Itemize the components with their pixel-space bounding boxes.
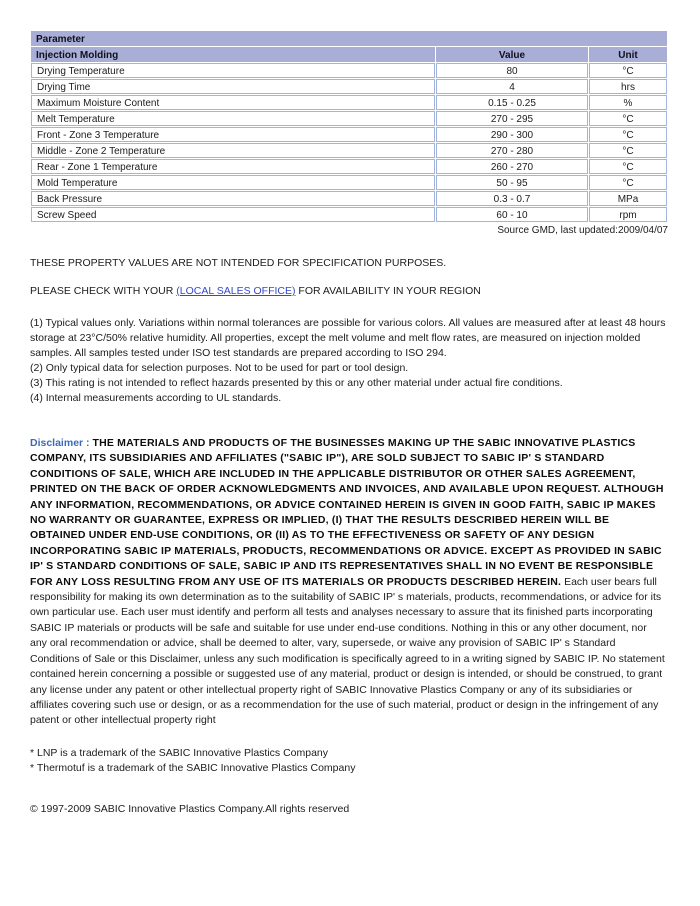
footnote: (2) Only typical data for selection purposes. Not to be used for part or tool design. <box>30 362 409 374</box>
parameter-cell: Screw Speed <box>31 207 435 222</box>
value-cell: 50 - 95 <box>436 175 588 190</box>
table-row <box>31 207 667 222</box>
source-note: Source GMD, last updated:2009/04/07 <box>497 225 668 236</box>
value-cell: 60 - 10 <box>436 207 588 222</box>
region-availability-notice <box>30 284 668 298</box>
trademarks <box>30 746 668 776</box>
column-header-unit: Unit <box>589 47 667 62</box>
value-cell: 0.3 - 0.7 <box>436 191 588 206</box>
disclaimer-bold-text: THE MATERIALS AND PRODUCTS OF THE BUSINESSES MAKING UP THE SABIC INNOVATIVE PLASTICS COMPANY, ITS SUBSIDIARIES AND AFFILIATES ("SABIC IP"), ARE SOLD SUBJECT TO SABIC IP' S STANDARD CONDITIONS OF SALE, WHICH ARE INCLUDED IN THE APPLICABLE DISTRIBUTOR OR OTHER SALES AGREEMENT, PRINTED ON THE BACK OF ORDER ACKNOWLEDGMENTS AND INVOICES, AND AVAILABLE UPON REQUEST. ALTHOUGH ANY INFORMATION, RECOMMENDATIONS, OR ADVICE CONTAINED HEREIN IS GIVEN IN GOOD FAITH, SABIC IP MAKES NO WARRANTY OR GUARANTEE, EXPRESS OR IMPLIED, (I) THAT THE RESULTS DESCRIBED HEREIN WILL BE OBTAINED UNDER END-USE CONDITIONS, OR (II) AS TO THE EFFECTIVENESS OR SAFETY OF ANY DESIGN INCORPORATING SABIC IP MATERIALS, PRODUCTS, RECOMMENDATIONS OR ADVICE. EXCEPT AS PROVIDED IN SABIC IP' S STANDARD CONDITIONS OF SALE, SABIC IP AND ITS REPRESENTATIVES SHALL IN NO EVENT BE RESPONSIBLE FOR ANY LOSS RESULTING FROM ANY USE OF ITS MATERIALS OR PRODUCTS DESCRIBED HEREIN. <box>30 437 664 588</box>
table-row <box>31 127 667 142</box>
unit-cell: °C <box>589 111 667 126</box>
parameter-cell: Maximum Moisture Content <box>31 95 435 110</box>
unit-cell: hrs <box>589 79 667 94</box>
table-row <box>31 95 667 110</box>
unit-cell: % <box>589 95 667 110</box>
trademark-line: * Thermotuf is a trademark of the SABIC Innovative Plastics Company <box>30 761 356 774</box>
parameter-cell: Drying Temperature <box>31 63 435 78</box>
value-cell: 4 <box>436 79 588 94</box>
value-cell: 80 <box>436 63 588 78</box>
region-notice-suffix: FOR AVAILABILITY IN YOUR REGION <box>298 285 481 297</box>
table-title: Parameter <box>31 31 667 46</box>
table-row <box>31 143 667 158</box>
column-header-parameter: Injection Molding <box>31 47 435 62</box>
unit-cell: °C <box>589 159 667 174</box>
copyright-line: © 1997-2009 SABIC Innovative Plastics Company.All rights reserved <box>30 802 350 815</box>
unit-cell: °C <box>589 175 667 190</box>
table-row <box>31 175 667 190</box>
footnote: (3) This rating is not intended to reflect hazards presented by this or any other material under actual fire conditions. <box>30 377 563 389</box>
value-cell: 290 - 300 <box>436 127 588 142</box>
trademark-line: * LNP is a trademark of the SABIC Innovative Plastics Company <box>30 746 329 759</box>
value-cell: 0.15 - 0.25 <box>436 95 588 110</box>
table-row <box>31 79 667 94</box>
table-title-row <box>31 31 667 46</box>
footnote: (1) Typical values only. Variations within normal tolerances are possible for various colors. All values are measured after at least 48 hours storage at 23°C/50% relative humidity. All properties, except the melt volume and melt flow rates, are measured on injection molded samples. All samples tested under ISO test standards are prepared according to ISO 294. <box>30 317 666 359</box>
parameter-cell: Front - Zone 3 Temperature <box>31 127 435 142</box>
table-row <box>31 111 667 126</box>
value-cell: 270 - 295 <box>436 111 588 126</box>
region-notice-prefix: PLEASE CHECK WITH YOUR <box>30 285 174 297</box>
unit-cell: °C <box>589 143 667 158</box>
value-cell: 260 - 270 <box>436 159 588 174</box>
disclaimer-paragraph <box>30 436 666 729</box>
footnote: (4) Internal measurements according to UL standards. <box>30 392 282 404</box>
specification-notice: THESE PROPERTY VALUES ARE NOT INTENDED FOR SPECIFICATION PURPOSES. <box>30 257 447 269</box>
table-row <box>31 159 667 174</box>
unit-cell: MPa <box>589 191 667 206</box>
footnotes <box>30 316 666 406</box>
table-header-row <box>31 47 667 62</box>
table-row <box>31 191 667 206</box>
parameter-cell: Melt Temperature <box>31 111 435 126</box>
parameter-cell: Mold Temperature <box>31 175 435 190</box>
parameter-cell: Middle - Zone 2 Temperature <box>31 143 435 158</box>
parameter-table <box>30 30 668 223</box>
unit-cell: °C <box>589 63 667 78</box>
disclaimer-label: Disclaimer : <box>30 437 90 449</box>
table-row <box>31 63 667 78</box>
value-cell: 270 - 280 <box>436 143 588 158</box>
unit-cell: rpm <box>589 207 667 222</box>
unit-cell: °C <box>589 127 667 142</box>
local-sales-office-link[interactable]: (LOCAL SALES OFFICE) <box>176 285 296 297</box>
parameter-table-body <box>31 63 667 222</box>
parameter-cell: Rear - Zone 1 Temperature <box>31 159 435 174</box>
parameter-cell: Drying Time <box>31 79 435 94</box>
disclaimer-body-text: Each user bears full responsibility for making its own determination as to the suitability of SABIC IP' s materials, products, recommendations, or advice for its own particular use. Each user must identify and perform all tests and analyses necessary to assure that its finished parts incorporating SABIC IP materials or products will be safe and suitable for use under end-use conditions. Nothing in this or any other document, nor any oral recommendation or advice, shall be deemed to alter, vary, supersede, or waive any provision of SABIC IP' s Standard Conditions of Sale or this Disclaimer, unless any such modification is specifically agreed to in a writing signed by SABIC IP. No statement contained herein concerning a possible or suggested use of any material, product or design is intended, or should be construed, to grant any license under any patent or other intellectual property right of SABIC Innovative Plastics Company or any of its subsidiaries or affiliates covering such use or design, or as a recommendation for the use of such material, product or design in the infringement of any patent or other intellectual property right <box>30 575 665 727</box>
parameter-cell: Back Pressure <box>31 191 435 206</box>
column-header-value: Value <box>436 47 588 62</box>
